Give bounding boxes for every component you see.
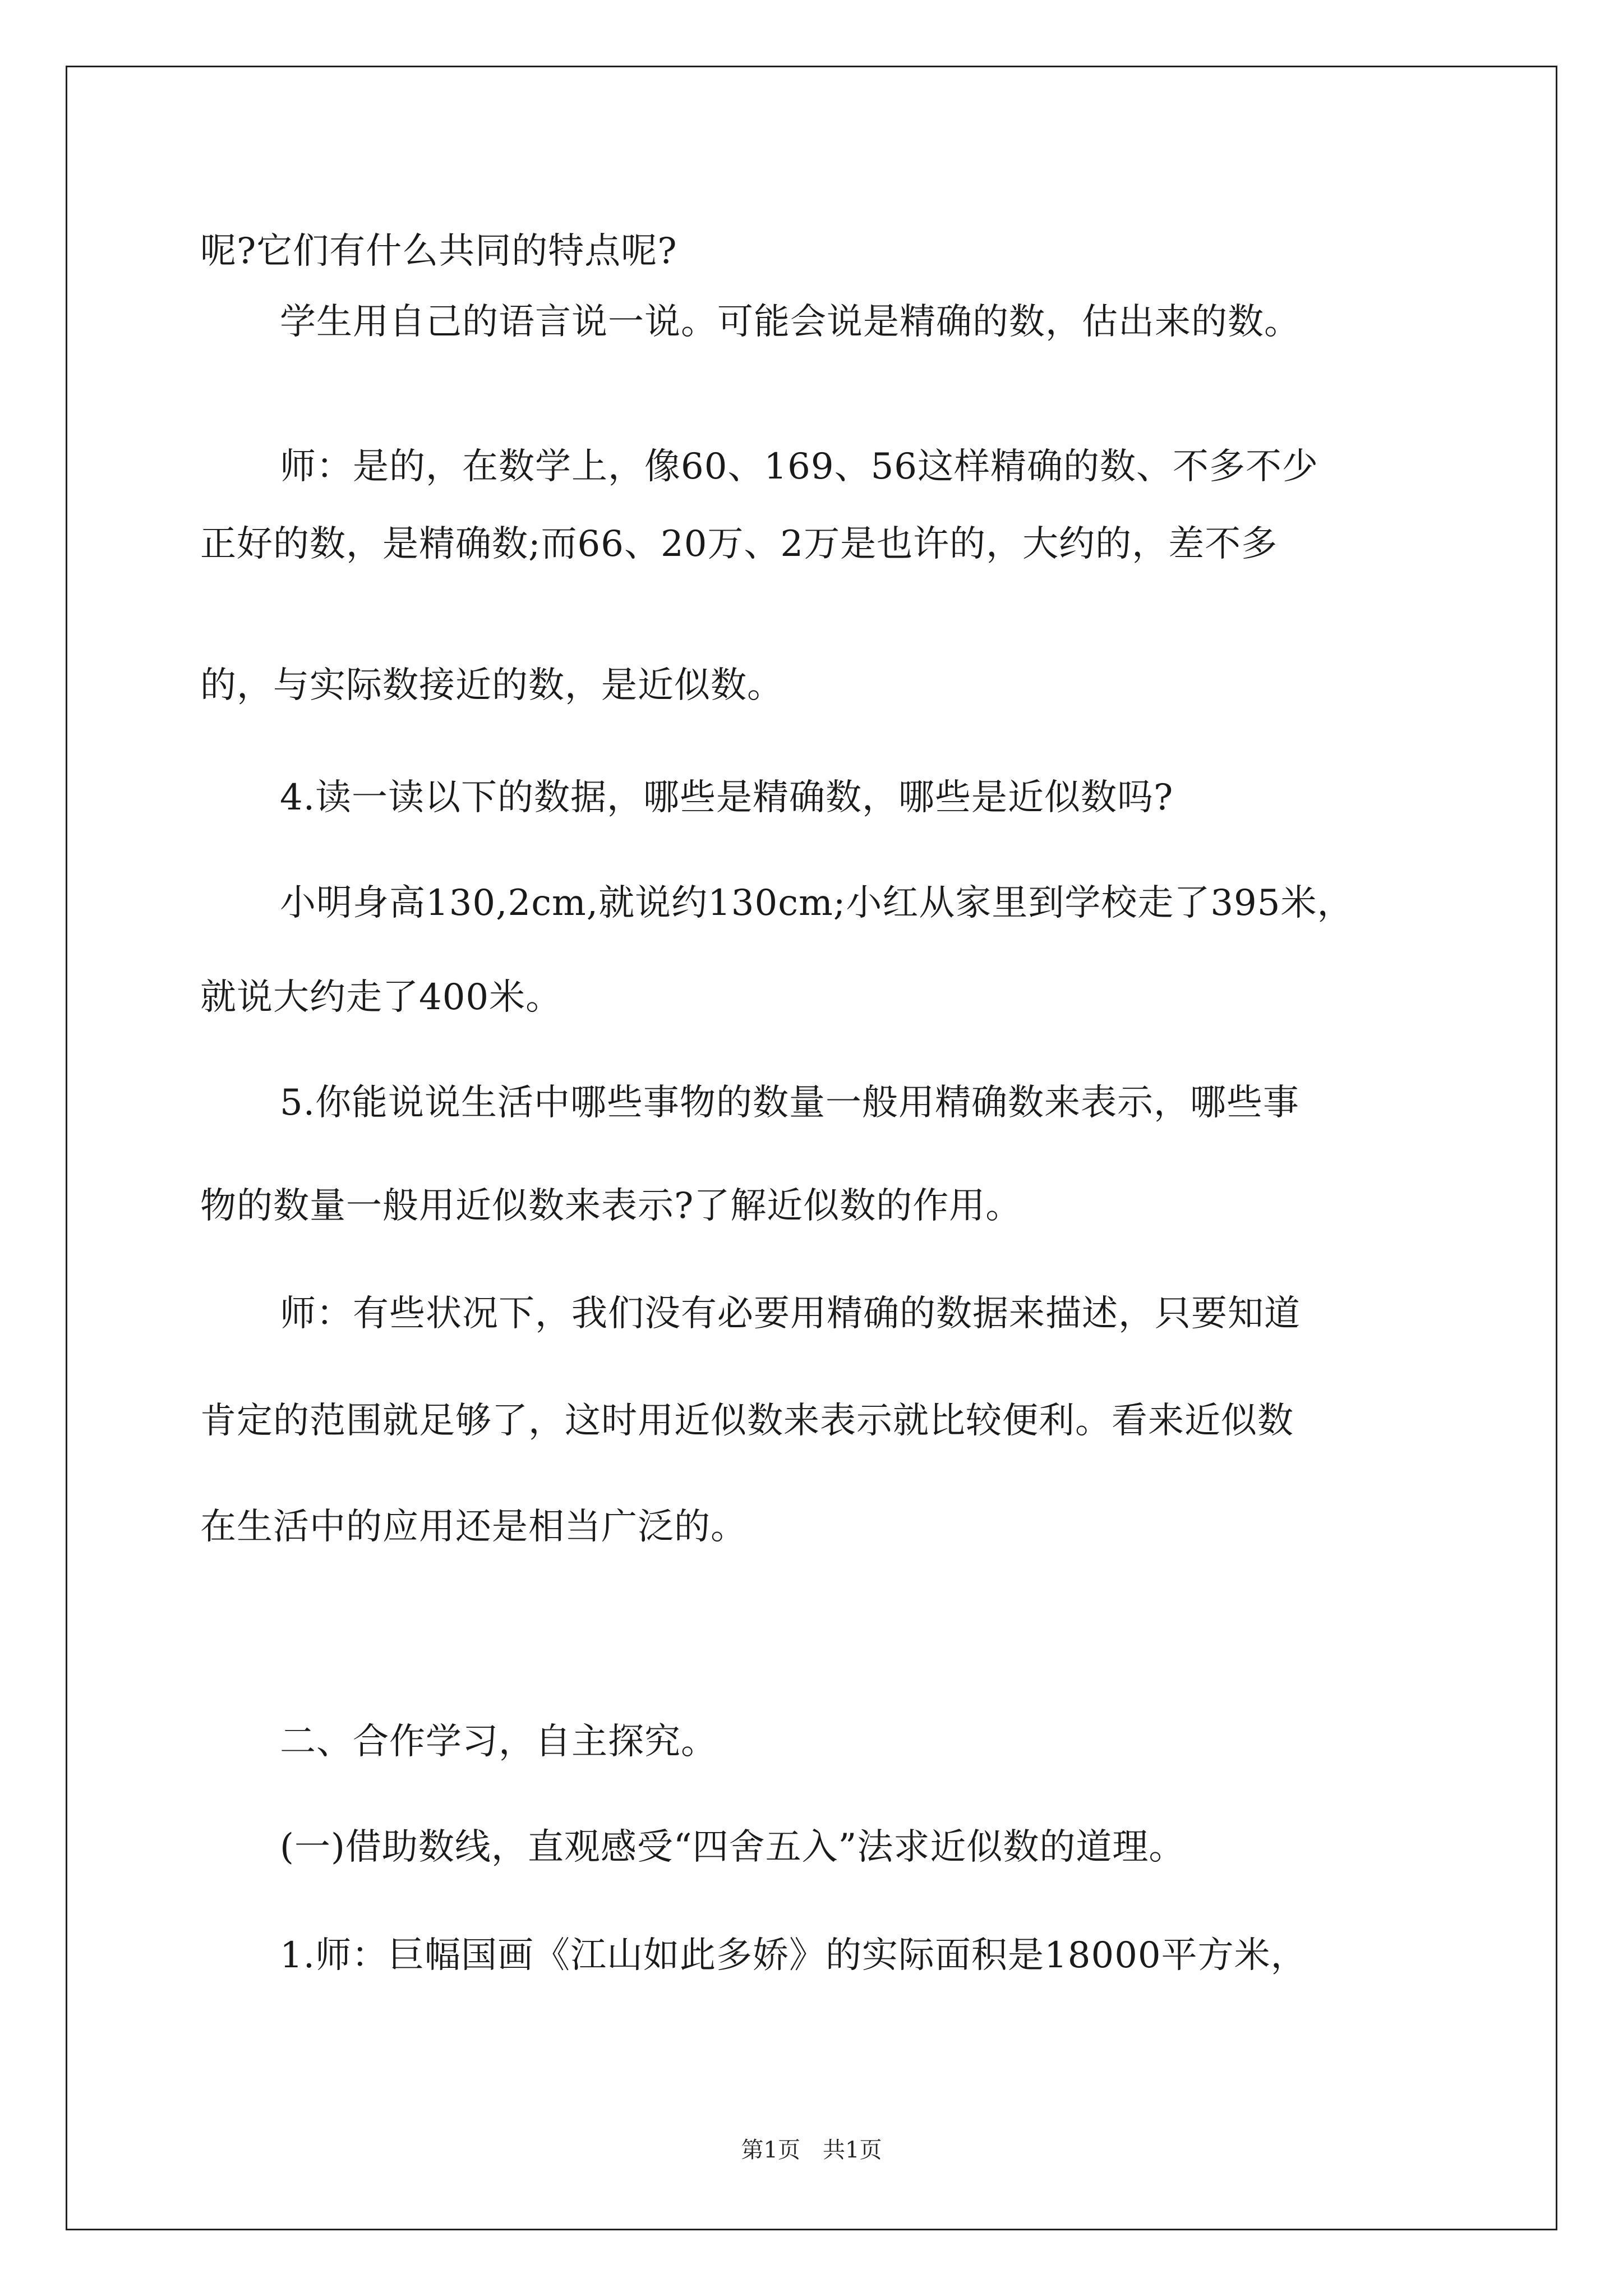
text-line: 物的数量一般用近似数来表示?了解近似数的作用。	[200, 1185, 1022, 1227]
text-line: 4.读一读以下的数据，哪些是精确数，哪些是近似数吗?	[280, 777, 1174, 818]
text-line: 就说大约走了400米。	[200, 977, 562, 1018]
text-line: 学生用自己的语言说一说。可能会说是精确的数，估出来的数。	[280, 301, 1301, 343]
page-footer: 第1页 共1页	[741, 2137, 882, 2163]
text-line: 5.你能说说生活中哪些事物的数量一般用精确数来表示，哪些事	[280, 1082, 1300, 1124]
text-line: (一)借助数线，直观感受“四舍五入”法求近似数的道理。	[280, 1826, 1186, 1868]
section-heading: 二、合作学习，自主探究。	[280, 1721, 717, 1763]
text-line: 正好的数，是精确数;而66、20万、2万是也许的，大约的，差不多	[200, 523, 1278, 565]
text-line: 小明身高130,2cm,就说约130cm;小红从家里到学校走了395米，	[280, 882, 1354, 924]
text-line: 1.师：巨幅国画《江山如此多娇》的实际面积是18000平方米，	[280, 1935, 1307, 1976]
text-line: 的，与实际数接近的数，是近似数。	[200, 665, 783, 706]
text-line: 肯定的范围就足够了，这时用近似数来表示就比较便利。看来近似数	[200, 1400, 1294, 1442]
text-line: 师：有些状况下，我们没有必要用精确的数据来描述，只要知道	[280, 1293, 1301, 1335]
text-line: 师：是的，在数学上，像60、169、56这样精确的数、不多不少	[280, 446, 1319, 487]
text-line: 在生活中的应用还是相当广泛的。	[200, 1506, 747, 1548]
text-line: 呢?它们有什么共同的特点呢?	[200, 231, 677, 272]
page-border	[66, 66, 1557, 2230]
